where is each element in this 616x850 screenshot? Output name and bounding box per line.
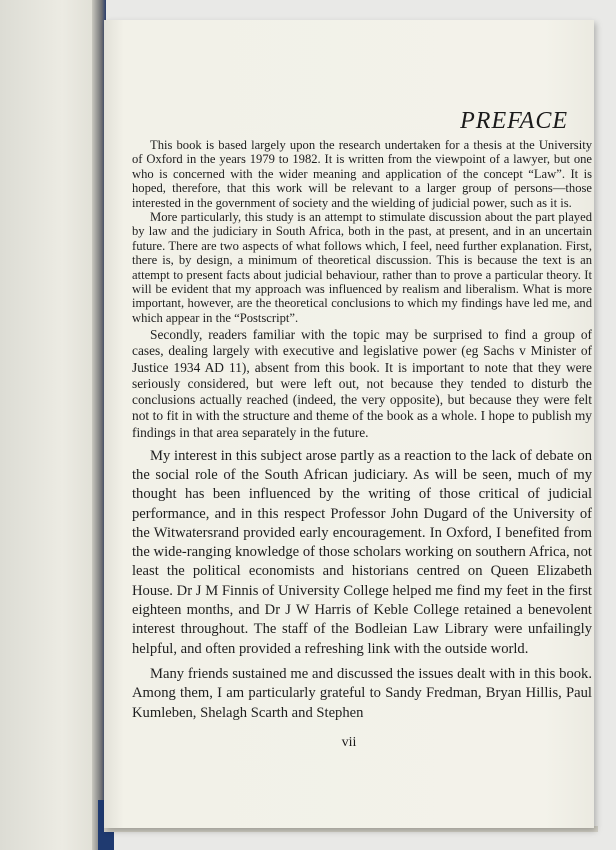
page-number: vii — [341, 735, 357, 750]
paragraph-5: Many friends sustained me and discussed the issues dealt with in this book. Among them, I am particularly grateful to Sandy Fredman, Bryan Hillis, Paul Kumleben, Shelagh Scarth and Stephen — [132, 665, 592, 721]
paragraph-3: Secondly, readers familiar with the topic may be surprised to find a group of cases, dealing largely with executive and legislative power (eg Sachs v Minister of Justice 1934 AD 11), absent from this book. It is important to note that they were seriously considered, but were left out, not because they tended to disturb the conclusions actually reached (indeed, the very opposite), but because they were felt not to fit in with the structure and theme of the book as a whole. I hope to publish my findings in that area separately in the future. — [132, 327, 592, 440]
book-page — [104, 20, 594, 828]
page-title: PREFACE — [460, 108, 568, 134]
paragraph-1: This book is based largely upon the research undertaken for a thesis at the University of Oxford in the years 1979 to 1982. It is written from the viewpoint of a lawyer, but one who is concerned with the wider meaning and application of the concept “Law”. It is hoped, therefore, that this work will be relevant to a larger group of persons—those interested in the government of society and the wielding of judicial power, such as it is. — [132, 138, 592, 210]
facing-page — [0, 0, 105, 850]
paragraph-2: More particularly, this study is an attempt to stimulate discussion about the part played by law and the judiciary in South Africa, both in the past, at present, and in an uncertain future. There are two aspects of what follows which, I feel, need further explanation. First, there is, by design, a minimum of theoretical discussion. This is because the text is an attempt to present facts about judicial behaviour, rather than to prove a particular theory. It will be evident that my approach was influenced by realism and liberalism. What is more important, however, are the theoretical conclusions to which my findings have led me, and which appear in the “Postscript”. — [132, 210, 592, 325]
paragraph-4: My interest in this subject arose partly as a reaction to the lack of debate on the social role of the South African judiciary. As will be seen, much of my thought has been influenced by the writing of those critical of judicial performance, and in this respect Professor John Dugard of the University of the Witwatersrand provided early encouragement. In Oxford, I benefited from the wide-ranging knowledge of those scholars working on southern Africa, not least the political economists and historians centred on Queen Elizabeth House. Dr J M Finnis of University College helped me find my feet in the first eighteen months, and Dr J W Harris of Keble College retained a benevolent interest throughout. The staff of the Bodleian Law Library were unfailingly helpful, and often provided a refreshing link with the outside world. — [132, 447, 592, 657]
preface-body — [132, 138, 592, 723]
